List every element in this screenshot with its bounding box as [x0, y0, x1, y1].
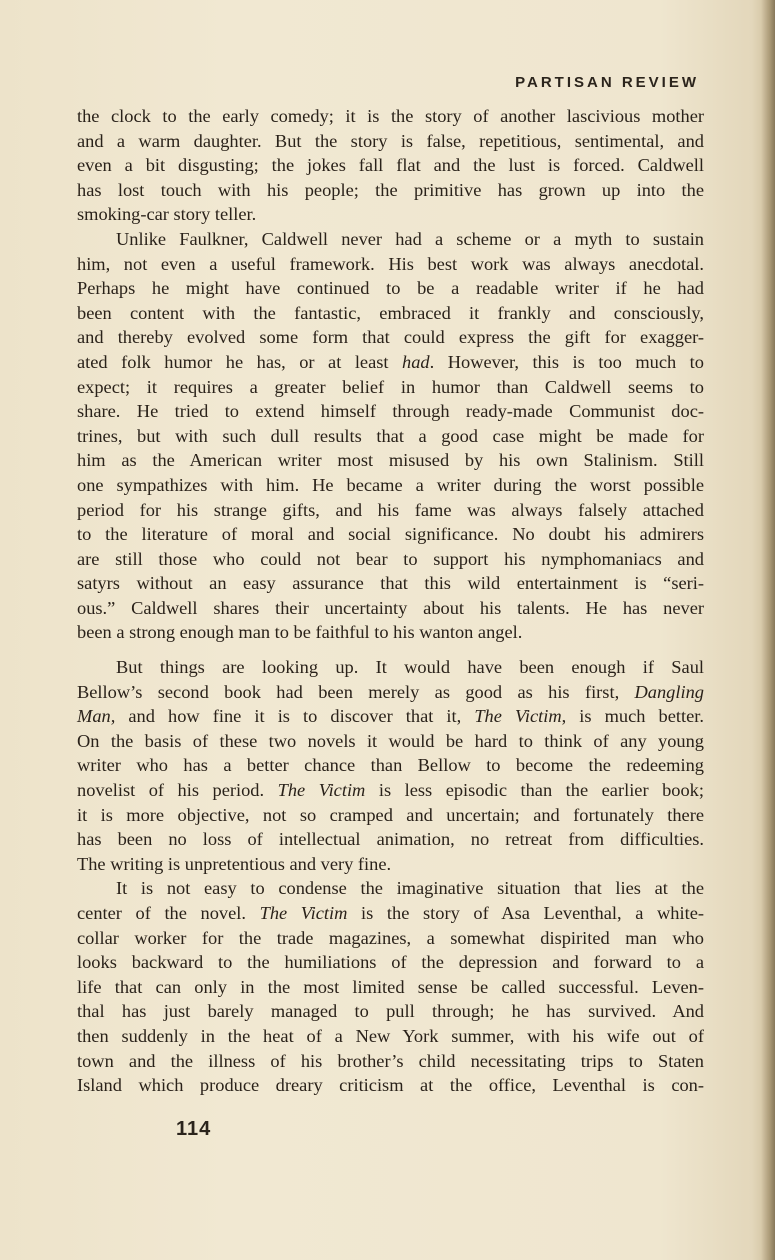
paragraph-1 [77, 104, 704, 227]
text-line: writer who has a better chance than Bellow to become the redeeming [77, 755, 704, 776]
running-head: PARTISAN REVIEW [515, 74, 699, 91]
text-line: one sympathizes with him. He became a writer during the worst possible [77, 474, 704, 495]
paragraph-4 [77, 876, 704, 1097]
text-line: On the basis of these two novels it would be hard to think of any young [77, 730, 704, 751]
text-line: smoking-car story teller. [77, 204, 257, 225]
text-line: then suddenly in the heat of a New York summer, with his wife out of [77, 1025, 704, 1046]
text-line: ous.” Caldwell shares their uncertainty about his talents. He has never [77, 597, 704, 618]
text-line: novelist of his period. The Victim is less episodic than the earlier book; [77, 780, 704, 801]
text-line: him as the American writer most misused by his own Stalinism. Still [77, 450, 704, 471]
text-line: ated folk humor he has, or at least had. However, this is too much to [77, 351, 704, 372]
text-line: and a warm daughter. But the story is false, repetitious, sentimental, and [77, 130, 704, 151]
paragraph-2 [77, 227, 704, 645]
text-line: period for his strange gifts, and his fame was always falsely attached [77, 499, 704, 520]
text-line: has lost touch with his people; the primitive has grown up into the [77, 179, 704, 200]
text-line: been a strong enough man to be faithful to his wanton angel. [77, 622, 523, 643]
text-line: Man, and how fine it is to discover that it, The Victim, is much better. [77, 706, 704, 727]
text-line: It is not easy to condense the imaginative situation that lies at the [116, 878, 704, 899]
text-line: share. He tried to extend himself through ready-made Communist doc- [77, 401, 704, 422]
text-line: The writing is unpretentious and very fine. [77, 853, 392, 874]
text-line: to the literature of moral and social significance. No doubt his admirers [77, 524, 704, 545]
text-line: even a bit disgusting; the jokes fall flat and the lust is forced. Caldwell [77, 155, 704, 176]
paragraph-3 [77, 655, 704, 876]
text-line: Bellow’s second book had been merely as good as his first, Dangling [77, 681, 704, 702]
text-line: been content with the fantastic, embraced it frankly and consciously, [77, 302, 704, 323]
body-text [77, 104, 704, 1098]
text-line: and thereby evolved some form that could express the gift for exagger- [77, 327, 704, 348]
text-line: center of the novel. The Victim is the story of Asa Leventhal, a white- [77, 903, 704, 923]
text-line: But things are looking up. It would have been enough if Saul [116, 657, 704, 678]
text-line: Perhaps he might have continued to be a readable writer if he had [77, 278, 704, 299]
page-number: 114 [176, 1118, 212, 1140]
text-line: town and the illness of his brother’s child necessitating trips to Staten [77, 1050, 704, 1071]
text-line: Unlike Faulkner, Caldwell never had a scheme or a myth to sustain [116, 228, 704, 249]
text-line: trines, but with such dull results that a good case might be made for [77, 425, 704, 446]
text-line: satyrs without an easy assurance that this wild entertainment is “seri- [77, 573, 704, 594]
text-line: it is more objective, not so cramped and uncertain; and fortunately there [77, 804, 704, 825]
text-line: life that can only in the most limited sense be called successful. Leven- [77, 976, 704, 997]
text-line: the clock to the early comedy; it is the story of another lascivious mother [77, 106, 704, 126]
text-line: Island which produce dreary criticism at the office, Leventhal is con- [77, 1075, 704, 1096]
text-line: him, not even a useful framework. His best work was always anecdotal. [77, 253, 704, 274]
text-line: are still those who could not bear to support his nymphomaniacs and [77, 548, 704, 569]
text-line: collar worker for the trade magazines, a somewhat dispirited man who [77, 927, 704, 948]
page-edge-shadow [761, 0, 775, 1260]
text-line: expect; it requires a greater belief in humor than Caldwell seems to [77, 376, 704, 397]
text-line: has been no loss of intellectual animation, no retreat from difficulties. [77, 829, 704, 850]
text-line: thal has just barely managed to pull through; he has survived. And [77, 1001, 704, 1022]
text-line: looks backward to the humiliations of the depression and forward to a [77, 952, 704, 973]
